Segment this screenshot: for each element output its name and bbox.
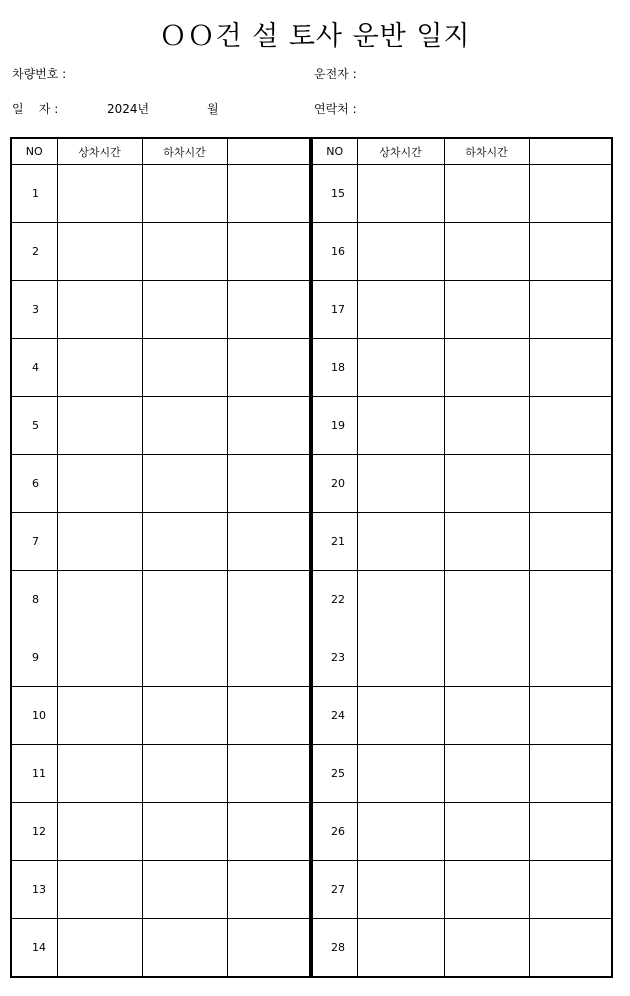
unload-time-cell[interactable]	[142, 803, 227, 861]
load-time-cell[interactable]	[357, 629, 444, 687]
row-number: 10	[11, 687, 57, 745]
unload-time-cell[interactable]	[142, 397, 227, 455]
row-number: 19	[312, 397, 357, 455]
table-row	[11, 165, 310, 223]
row-number: 24	[312, 687, 357, 745]
load-time-cell[interactable]	[357, 165, 444, 223]
month-label: 월	[207, 102, 219, 116]
table-row	[312, 745, 612, 803]
table-row	[11, 513, 310, 571]
extra-cell[interactable]	[529, 745, 612, 803]
header-unload-time: 하차시간	[142, 138, 227, 165]
load-time-cell[interactable]	[357, 397, 444, 455]
load-time-cell[interactable]	[57, 165, 142, 223]
unload-time-cell[interactable]	[444, 397, 529, 455]
table-row	[312, 629, 612, 687]
load-time-cell[interactable]	[57, 571, 142, 629]
load-time-cell[interactable]	[357, 687, 444, 745]
table-row	[312, 919, 612, 977]
table-row	[312, 513, 612, 571]
table-row	[312, 281, 612, 339]
unload-time-cell[interactable]	[444, 165, 529, 223]
table-row	[11, 745, 310, 803]
extra-cell[interactable]	[529, 629, 612, 687]
table-row	[11, 687, 310, 745]
row-number: 12	[11, 803, 57, 861]
extra-cell[interactable]	[529, 571, 612, 629]
unload-time-cell[interactable]	[142, 513, 227, 571]
log-table-left	[10, 137, 311, 978]
table-row	[11, 571, 310, 629]
extra-cell[interactable]	[227, 861, 310, 919]
table-header-row	[312, 138, 612, 165]
table-row	[312, 223, 612, 281]
row-number: 14	[11, 919, 57, 977]
unload-time-cell[interactable]	[444, 339, 529, 397]
table-row	[11, 397, 310, 455]
driver-label: 운전자 :	[314, 67, 357, 81]
table-row	[11, 281, 310, 339]
header-no: NO	[11, 138, 57, 165]
load-time-cell[interactable]	[57, 861, 142, 919]
row-number: 23	[312, 629, 357, 687]
row-number: 11	[11, 745, 57, 803]
load-time-cell[interactable]	[57, 687, 142, 745]
table-row	[312, 165, 612, 223]
extra-cell[interactable]	[529, 281, 612, 339]
load-time-cell[interactable]	[57, 919, 142, 977]
unload-time-cell[interactable]	[142, 687, 227, 745]
unload-time-cell[interactable]	[142, 281, 227, 339]
load-time-cell[interactable]	[357, 861, 444, 919]
table-row	[312, 397, 612, 455]
header-extra	[227, 138, 310, 165]
unload-time-cell[interactable]	[142, 629, 227, 687]
unload-time-cell[interactable]	[444, 281, 529, 339]
extra-cell[interactable]	[227, 745, 310, 803]
table-row	[11, 861, 310, 919]
unload-time-cell[interactable]	[444, 455, 529, 513]
row-number: 9	[11, 629, 57, 687]
extra-cell[interactable]	[529, 165, 612, 223]
extra-cell[interactable]	[227, 339, 310, 397]
table-row	[312, 861, 612, 919]
row-number: 21	[312, 513, 357, 571]
load-time-cell[interactable]	[57, 281, 142, 339]
unload-time-cell[interactable]	[142, 339, 227, 397]
row-number: 17	[312, 281, 357, 339]
table-row	[11, 803, 310, 861]
extra-cell[interactable]	[227, 281, 310, 339]
row-number: 1	[11, 165, 57, 223]
row-number: 16	[312, 223, 357, 281]
load-time-cell[interactable]	[357, 281, 444, 339]
extra-cell[interactable]	[529, 919, 612, 977]
unload-time-cell[interactable]	[444, 513, 529, 571]
row-number: 27	[312, 861, 357, 919]
date-label: 일 자 :	[12, 102, 59, 116]
row-number: 3	[11, 281, 57, 339]
load-time-cell[interactable]	[357, 919, 444, 977]
extra-cell[interactable]	[529, 513, 612, 571]
load-time-cell[interactable]	[357, 339, 444, 397]
extra-cell[interactable]	[227, 919, 310, 977]
unload-time-cell[interactable]	[142, 223, 227, 281]
table-row	[312, 687, 612, 745]
load-time-cell[interactable]	[57, 745, 142, 803]
unload-time-cell[interactable]	[444, 745, 529, 803]
load-time-cell[interactable]	[357, 223, 444, 281]
load-time-cell[interactable]	[57, 455, 142, 513]
unload-time-cell[interactable]	[444, 919, 529, 977]
table-row	[312, 571, 612, 629]
unload-time-cell[interactable]	[444, 223, 529, 281]
load-time-cell[interactable]	[357, 455, 444, 513]
row-number: 15	[312, 165, 357, 223]
extra-cell[interactable]	[227, 513, 310, 571]
row-number: 20	[312, 455, 357, 513]
row-number: 22	[312, 571, 357, 629]
extra-cell[interactable]	[227, 223, 310, 281]
load-time-cell[interactable]	[357, 803, 444, 861]
row-number: 6	[11, 455, 57, 513]
extra-cell[interactable]	[227, 455, 310, 513]
contact-label: 연락처 :	[314, 102, 357, 116]
load-time-cell[interactable]	[57, 339, 142, 397]
row-number: 8	[11, 571, 57, 629]
extra-cell[interactable]	[529, 687, 612, 745]
unload-time-cell[interactable]	[142, 455, 227, 513]
load-time-cell[interactable]	[57, 223, 142, 281]
extra-cell[interactable]	[227, 397, 310, 455]
header-unload-time: 하차시간	[444, 138, 529, 165]
extra-cell[interactable]	[227, 629, 310, 687]
table-row	[312, 803, 612, 861]
row-number: 4	[11, 339, 57, 397]
header-extra	[529, 138, 612, 165]
load-time-cell[interactable]	[57, 629, 142, 687]
table-row	[11, 919, 310, 977]
row-number: 18	[312, 339, 357, 397]
unload-time-cell[interactable]	[142, 745, 227, 803]
extra-cell[interactable]	[529, 397, 612, 455]
load-time-cell[interactable]	[357, 513, 444, 571]
load-time-cell[interactable]	[357, 571, 444, 629]
unload-time-cell[interactable]	[444, 687, 529, 745]
unload-time-cell[interactable]	[444, 629, 529, 687]
header-load-time: 상차시간	[57, 138, 142, 165]
row-number: 13	[11, 861, 57, 919]
unload-time-cell[interactable]	[142, 165, 227, 223]
table-header-row	[11, 138, 310, 165]
unload-time-cell[interactable]	[444, 803, 529, 861]
unload-time-cell[interactable]	[444, 571, 529, 629]
header-load-time: 상차시간	[357, 138, 444, 165]
table-row	[312, 455, 612, 513]
unload-time-cell[interactable]	[444, 861, 529, 919]
extra-cell[interactable]	[529, 803, 612, 861]
table-row	[312, 339, 612, 397]
load-time-cell[interactable]	[57, 397, 142, 455]
extra-cell[interactable]	[227, 571, 310, 629]
extra-cell[interactable]	[529, 339, 612, 397]
row-number: 5	[11, 397, 57, 455]
load-time-cell[interactable]	[57, 803, 142, 861]
page-title: ＯＯ건 설 토사 운반 일지	[159, 21, 471, 52]
unload-time-cell[interactable]	[142, 919, 227, 977]
extra-cell[interactable]	[529, 861, 612, 919]
load-time-cell[interactable]	[357, 745, 444, 803]
log-table-right	[311, 137, 613, 978]
row-number: 26	[312, 803, 357, 861]
row-number: 2	[11, 223, 57, 281]
row-number: 25	[312, 745, 357, 803]
row-number: 7	[11, 513, 57, 571]
table-row	[11, 629, 310, 687]
vehicle-number-label: 차량번호 :	[12, 67, 67, 81]
table-row	[11, 223, 310, 281]
load-time-cell[interactable]	[57, 513, 142, 571]
header-no: NO	[312, 138, 357, 165]
unload-time-cell[interactable]	[142, 571, 227, 629]
unload-time-cell[interactable]	[142, 861, 227, 919]
extra-cell[interactable]	[529, 455, 612, 513]
extra-cell[interactable]	[227, 803, 310, 861]
extra-cell[interactable]	[227, 687, 310, 745]
row-number: 28	[312, 919, 357, 977]
extra-cell[interactable]	[529, 223, 612, 281]
extra-cell[interactable]	[227, 165, 310, 223]
year-value: 2024년	[107, 102, 150, 116]
table-row	[11, 339, 310, 397]
table-row	[11, 455, 310, 513]
